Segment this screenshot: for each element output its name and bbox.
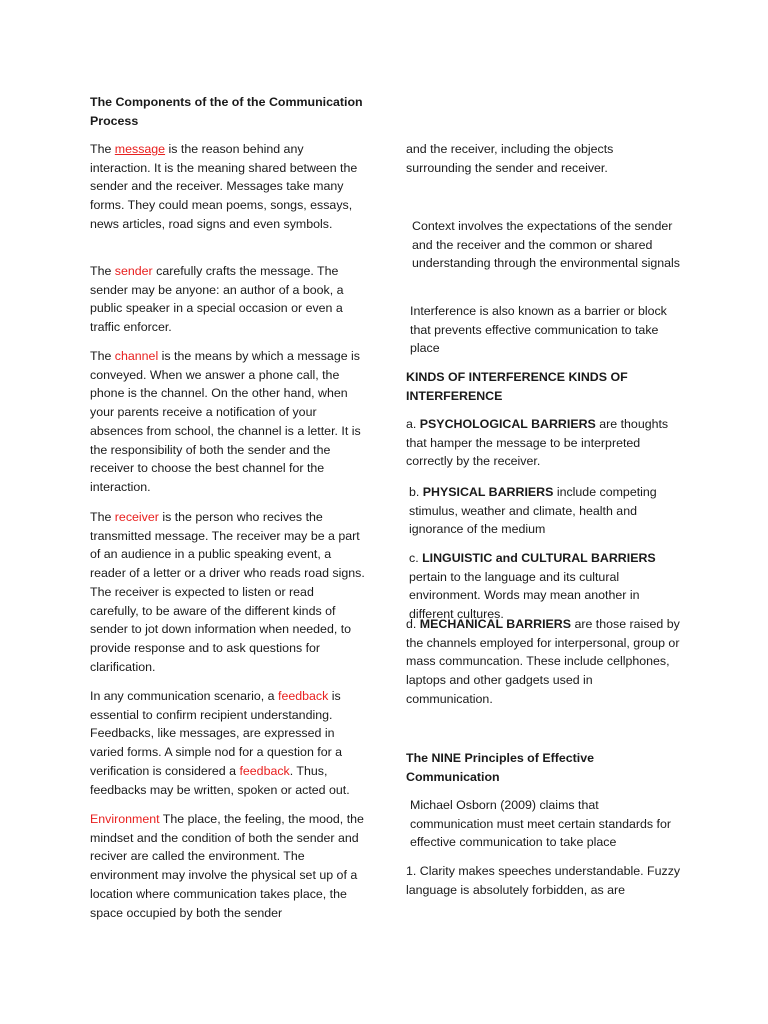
text: The — [90, 510, 115, 524]
barrier-label: MECHANICAL BARRIERS — [419, 617, 571, 631]
keyword-receiver: receiver — [114, 510, 159, 524]
barrier-physical — [406, 483, 681, 539]
paragraph-channel — [90, 347, 365, 497]
principle-clarity: 1. Clarity makes speeches understandable. Fuzzy language is absolutely forbidden, as are — [406, 864, 681, 897]
text: pertain to the language and its cultural environment. Words may mean another in different cultures. — [409, 569, 640, 622]
paragraph-osborn: Michael Osborn (2009) claims that communication must meet certain standards for effective communication to take place — [410, 798, 672, 850]
text: The — [90, 264, 115, 278]
keyword-channel: channel — [114, 349, 159, 363]
text: b. — [409, 485, 423, 499]
paragraph-environment — [90, 810, 365, 922]
text: is the reason behind any interaction. It is the meaning shared between the sender and the receiver. Messages take many forms. They could mean poems, songs, essays, news articles, road signs and even symbols. — [90, 142, 358, 231]
paragraph-feedback — [90, 687, 365, 799]
text: are thoughts that hamper the message to be interpreted correctly by the receiver. — [406, 417, 669, 469]
text: include competing stimulus, weather and climate, health and ignorance of the medium — [409, 485, 657, 537]
text: are those raised by the channels employed for interpersonal, group or mass communcation. These include cellphones, laptops and other gadgets used in communication. — [406, 617, 680, 706]
paragraph-interference: Interference is also known as a barrier or block that prevents effective communication to take place — [410, 304, 667, 356]
text: The — [90, 349, 115, 363]
text: is essential to confirm recipient understanding. Feedbacks, like messages, are expressed in varied forms. A simple nod for a question for a verification is considered a — [90, 689, 343, 778]
barrier-label: PSYCHOLOGICAL BARRIERS — [419, 417, 596, 431]
keyword-message: message — [114, 142, 166, 156]
barrier-mechanical — [406, 615, 681, 709]
barrier-label: PHYSICAL BARRIERS — [422, 485, 554, 499]
paragraph-message — [90, 140, 365, 234]
text: In any communication scenario, a — [90, 689, 279, 703]
text: a. — [406, 417, 420, 431]
barrier-label: LINGUISTIC and CULTURAL BARRIERS — [422, 551, 656, 565]
principles-heading: The NINE Principles of Effective Communication — [406, 751, 594, 784]
paragraph-context: Context involves the expectations of the sender and the receiver and the common or shared understanding through the environmental signals — [412, 219, 680, 271]
text: The place, the feeling, the mood, the mindset and the condition of both the sender and reciver are called the environment. The environment may involve the physical set up of a location where communication takes place, the space occupied by both the sender — [90, 812, 364, 920]
paragraph-sender — [90, 262, 365, 337]
keyword-feedback: feedback — [278, 689, 329, 703]
section-title: The Components of the of the Communication Process — [90, 95, 363, 128]
text: . Thus, feedbacks may be written, spoken or acted out. — [90, 763, 350, 797]
text: d. — [406, 617, 420, 631]
text: is the means by which a message is conveyed. When we answer a phone call, the phone is the channel. On the other hand, when your parents receive a notification of your absences from school, the channel is a letter. It is the responsibility of both the sender and the receiver to choose the best channel for the interaction. — [90, 349, 361, 494]
barrier-linguistic-cultural — [406, 549, 681, 624]
keyword-environment: Environment — [90, 812, 160, 826]
text: c. — [409, 551, 423, 565]
paragraph-receiver — [90, 508, 365, 676]
keyword-sender: sender — [114, 264, 153, 278]
barrier-psychological — [406, 415, 681, 471]
text: is the person who recives the transmitted message. The receiver may be a part of an audience in a public speaking event, a reader of a letter or a driver who reads road signs. The receiver is expected to listen or read carefully, to be aware of the different kinds of sender to jot down information when needed, to provide response and to ask questions for clarification. — [90, 510, 365, 674]
kinds-of-interference-heading: KINDS OF INTERFERENCE KINDS OF INTERFERENCE — [406, 370, 628, 403]
keyword-feedback: feedback — [239, 763, 290, 778]
text: carefully crafts the message. The sender may be anyone: an author of a book, a public speaker in a special occasion or even a traffic enforcer. — [90, 264, 344, 335]
text: The — [90, 142, 115, 156]
paragraph-environment-continued: and the receiver, including the objects surrounding the sender and receiver. — [406, 142, 614, 175]
